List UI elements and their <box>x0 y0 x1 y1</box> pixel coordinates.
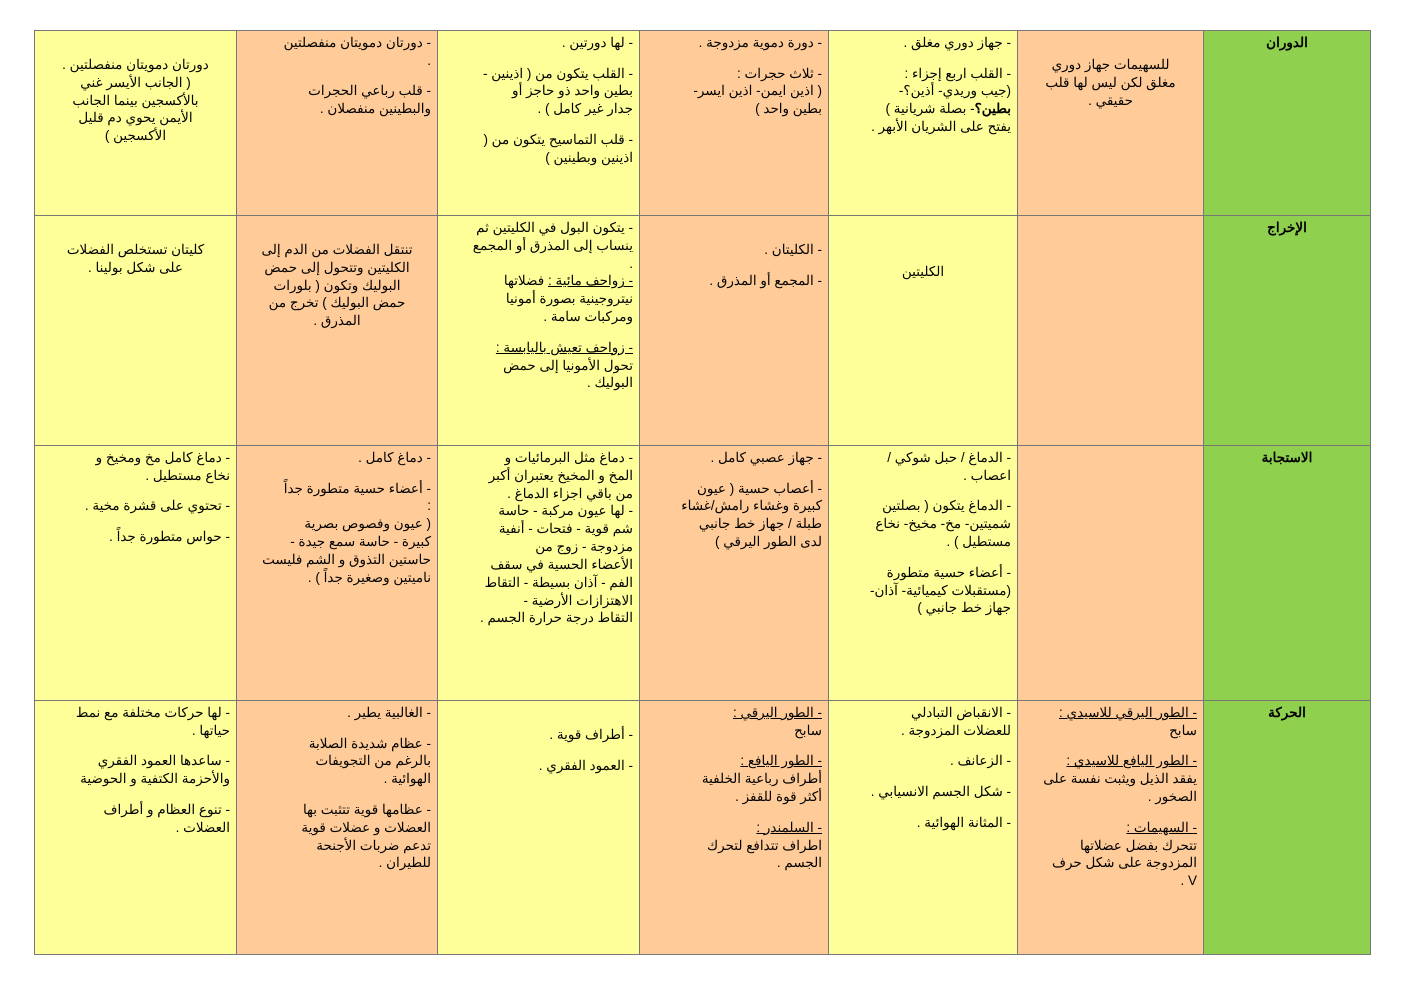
row-circulation <box>35 31 1371 216</box>
cell-circulation-2: - جهاز دوري مغلق . - القلب اربع إجزاء : (جيب وريدي- أذين؟- بطين؟- بصلة شريانية ) يفتح على الشريان الأبهر . <box>829 31 1018 216</box>
cell-circulation-1: للسهيمات جهاز دوري مغلق لكن ليس لها قلب حقيقي . <box>1018 31 1204 216</box>
row-excretion <box>35 216 1371 446</box>
cell-excretion-5: تنتقل الفضلات من الدم إلى الكليتين وتتحول إلى حمض البوليك وتكون ( بلورات حمض البوليك ) تخرج من المذرق . <box>237 216 438 446</box>
cell-excretion-3: - الكليتان . - المجمع أو المذرق . <box>640 216 829 446</box>
cell-excretion-4: - يتكون البول في الكليتين ثم ينساب إلى المذرق أو المجمع . - زواحف مائية : فضلاتها نيتروجينية بصورة أمونيا ومركبات سامة . - زواحف تعيش باليابسة : تحول الأمونيا إلى حمض البوليك . <box>438 216 640 446</box>
cell-response-3: - جهاز عصبي كامل . - أعصاب حسية ( عيون كبيرة وغشاء رامش/غشاء طبلة / جهاز خط جانبي لدى الطور اليرقي ) <box>640 446 829 701</box>
cell-movement-5: - الغالبية يطير . - عظام شديدة الصلابة بالرغم من التجويفات الهوائية . - عظامها قوية تتثبت بها العضلات و عضلات قوية تدعم ضربات الأجنحة للطيران . <box>237 701 438 955</box>
cell-movement-6: - لها حركات مختلفة مع نمط حياتها . - ساعدها العمود الفقري والأحزمة الكتفية و الحوضية - تنوع العظام و أطراف العضلات . <box>35 701 237 955</box>
cell-movement-2: - الانقباض التبادلي للعضلات المزدوجة . - الزعانف . - شكل الجسم الانسيابي . - المثانة الهوائية . <box>829 701 1018 955</box>
cell-excretion-2: الكليتين <box>829 216 1018 446</box>
cell-movement-4: - أطراف قوية . - العمود الفقري . <box>438 701 640 955</box>
cell-response-1 <box>1018 446 1204 701</box>
row-response <box>35 446 1371 701</box>
row-header-excretion: الإخراج <box>1204 216 1371 446</box>
vertebrate-comparison-table <box>34 30 1371 955</box>
cell-response-4: - دماغ مثل البرمائيات و المخ و المخيخ يعتبران أكبر من باقي اجزاء الدماغ . - لها عيون مركبة - حاسة شم قوية - فتحات - أنفية مزدوجة - زوج من الأعضاء الحسية في سقف الفم - آذان بسيطة - التقاط الاهتزازات الأرضية - التقاط درجة حرارة الجسم . <box>438 446 640 701</box>
row-header-movement: الحركة <box>1204 701 1371 955</box>
cell-circulation-4: - لها دورتين . - القلب يتكون من ( اذينين - بطين واحد ذو حاجز أو جدار غير كامل ) . - قلب التماسيح يتكون من ( اذينين وبطينين ) <box>438 31 640 216</box>
cell-circulation-3: - دورة دموية مزدوجة . - ثلاث حجرات : ( اذين ايمن- اذين ايسر- بطين واحد ) <box>640 31 829 216</box>
cell-response-5: - دماغ كامل . - أعضاء حسية متطورة جداً : ( عيون وفصوص بصرية كبيرة - حاسة سمع جيدة - حاستين التذوق و الشم فليست ناميتين وصغيرة جداً ) . <box>237 446 438 701</box>
row-movement <box>35 701 1371 955</box>
cell-movement-1: - الطور اليرقي للاسيدي : سابح - الطور اليافع للاسيدي : يفقد الذيل ويثبت نفسة على الصخور . - السهيمات : تتحرك بفضل عضلاتها المزدوجة على شكل حرف V . <box>1018 701 1204 955</box>
cell-movement-3: - الطور اليرقي : سابح - الطور اليافع : أطراف رباعية الخلفية أكثر قوة للقفز . - السلمندر : اطراف تتدافع لتحرك الجسم . <box>640 701 829 955</box>
cell-response-6: - دماغ كامل مخ ومخيخ و نخاع مستطيل . - تحتوي على قشرة مخية . - حواس متطورة جداً . <box>35 446 237 701</box>
cell-excretion-6: كليتان تستخلص الفضلات على شكل بولينا . <box>35 216 237 446</box>
cell-excretion-1 <box>1018 216 1204 446</box>
row-header-circulation: الدوران <box>1204 31 1371 216</box>
row-header-response: الاستجابة <box>1204 446 1371 701</box>
cell-circulation-5: - دورتان دمويتان منفصلتين . - قلب رباعي الحجرات والبطينين منفصلان . <box>237 31 438 216</box>
cell-response-2: - الدماغ / حبل شوكي / اعصاب . - الدماغ يتكون ( بصلتين شميتين- مخ- مخيخ- نخاع مستطيل ) . - أعضاء حسية متطورة (مستقبلات كيميائية- آذان- جهاز خط جانبي ) <box>829 446 1018 701</box>
cell-circulation-6: دورتان دمويتان منفصلتين . ( الجانب الأيسر غني بالأكسجين بينما الجانب الأيمن يحوي دم قليل الأكسجين ) <box>35 31 237 216</box>
